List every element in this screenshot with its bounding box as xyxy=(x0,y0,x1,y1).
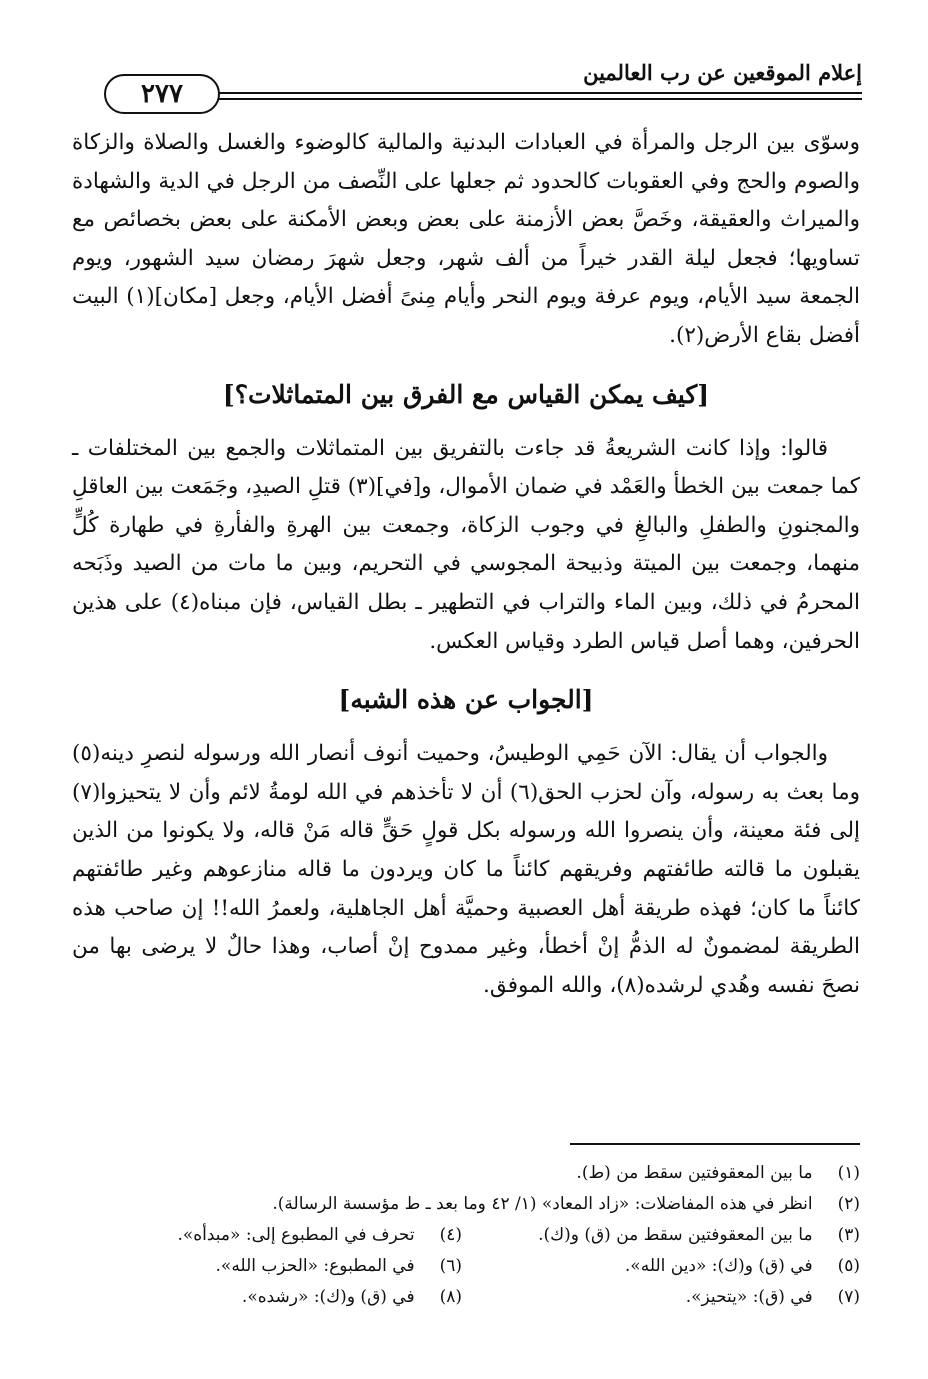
footnote-text: في (ق) و(ك): «دين الله». xyxy=(624,1256,813,1276)
footnote xyxy=(480,1251,860,1282)
footnote-number: (٣) xyxy=(837,1225,860,1245)
footnote-separator xyxy=(570,1143,860,1145)
footnote-number: (٢) xyxy=(837,1194,860,1214)
footnote-number: (٦) xyxy=(439,1256,462,1276)
footnote-text: في (ق) و(ك): «رشده». xyxy=(241,1287,415,1307)
footnote-text: ما بين المعقوفتين سقط من (ط). xyxy=(576,1163,813,1183)
header-rule-top xyxy=(206,92,862,94)
footnote-text: انظر في هذه المفاضلات: «زاد المعاد» (١/ ٤٢ وما بعد ـ ط مؤسسة الرسالة). xyxy=(272,1194,813,1214)
paragraph: والجواب أن يقال: الآن حَمِي الوطيسُ، وحميت أنوف أنصار الله ورسوله لنصرِ دينه(٥) وما بعث به رسوله، وآن لحزب الحق(٦) أن لا تأخذهم في الله لومةُ لائم وأن لا يتحيزوا(٧) إلى فئة معينة، وأن ينصروا الله ورسوله بكل قولٍ حَقٍّ قاله مَنْ قاله، ولا يكونوا من الذين يقبلون ما قالته طائفتهم وفريقهم كائناً ما كان ويردون ما قاله منازعوهم وغير طائفتهم كائناً ما كان؛ فهذه طريقة أهل العصبية وحميَّة أهل الجاهلية، ولعمرُ الله!! إن صاحب هذه الطريقة لمضمونٌ له الذمُّ إنْ أخطأ، وغير ممدوح إنْ أصاب، وهذا حالٌ لا يرضى بها من نصحَ نفسه وهُدي لرشده(٨)، والله الموفق. xyxy=(72,741,860,998)
footnote xyxy=(216,1251,462,1282)
section-heading: [الجواب عن هذه الشبه] xyxy=(338,685,594,715)
page-header xyxy=(82,52,862,114)
footnote-number: (٨) xyxy=(439,1287,462,1307)
footnote-text: في المطبوع: «الحزب الله». xyxy=(215,1256,415,1276)
footnotes xyxy=(72,1158,860,1313)
section-heading: [كيف يمكن القياس مع الفرق بين المتماثلات؟] xyxy=(222,379,710,409)
footnote-text: ما بين المعقوفتين سقط من (ق) و(ك). xyxy=(538,1225,813,1245)
header-rule-bottom xyxy=(206,98,862,100)
main-text xyxy=(72,124,860,1005)
footnote-number: (٤) xyxy=(439,1225,462,1245)
footnote-number: (٥) xyxy=(837,1256,860,1276)
page-number-badge xyxy=(104,74,220,114)
paragraph: قالوا: وإذا كانت الشريعةُ قد جاءت بالتفريق بين المتماثلات والجمع بين المختلفات ـ كما جمعت بين الخطأ والعَمْد في ضمان الأموال، و[في](٣) قتلِ الصيدِ، وجَمَعت بين العاقلِ والمجنونِ والطفلِ والبالغِ في وجوب الزكاة، وجمعت بين الهرةِ والفأرةِ في طهارة كُلٍّ منهما، وجمعت بين الميتة وذبيحة المجوسي في التحريم، وبين ما مات من الصيد وذَبَحه المحرمُ في ذلك، وبين الماء والتراب في التطهير ـ بطل القياس، فإن مبناه(٤) على هذين الحرفين، وهما أصل قياس الطرد وقياس العكس. xyxy=(72,435,860,654)
footnote-row xyxy=(72,1189,860,1220)
footnote-number: (١) xyxy=(837,1163,860,1183)
page-number: ٢٧٧ xyxy=(141,79,183,109)
footnote xyxy=(480,1220,860,1251)
footnote-row xyxy=(72,1251,860,1282)
running-title: إعلام الموقعين عن رب العالمين xyxy=(583,60,862,85)
footnote-text: تحرف في المطبوع إلى: «مبدأه». xyxy=(177,1225,415,1245)
footnote xyxy=(242,1282,462,1313)
footnote-row xyxy=(72,1282,860,1313)
paragraph: وسوّى بين الرجل والمرأة في العبادات البدنية والمالية كالوضوء والغسل والصلاة والزكاة والصوم والحج وفي العقوبات كالحدود ثم جعلها على النِّصف من الرجل في الدية والشهادة والميراث والعقيقة، وخَصَّ بعض الأزمنة على بعض وبعض الأمكنة على بعض بخصائص مع تساويها؛ فجعل ليلة القدر خيراً من ألف شهر، وجعل شهرَ رمضان سيد الشهور، ويوم الجمعة سيد الأيام، ويوم عرفة ويوم النحر وأيام مِنىً أفضل الأيام، وجعل [مكان](١) البيت أفضل بقاع الأرض(٢). xyxy=(72,130,860,348)
footnote-row xyxy=(72,1220,860,1251)
footnote xyxy=(576,1158,860,1189)
footnote xyxy=(480,1282,860,1313)
footnote xyxy=(177,1220,462,1251)
footnote-row xyxy=(72,1158,860,1189)
footnote xyxy=(272,1189,860,1220)
footnote-text: في (ق): «يتحيز». xyxy=(685,1287,813,1307)
footnote-number: (٧) xyxy=(837,1287,860,1307)
